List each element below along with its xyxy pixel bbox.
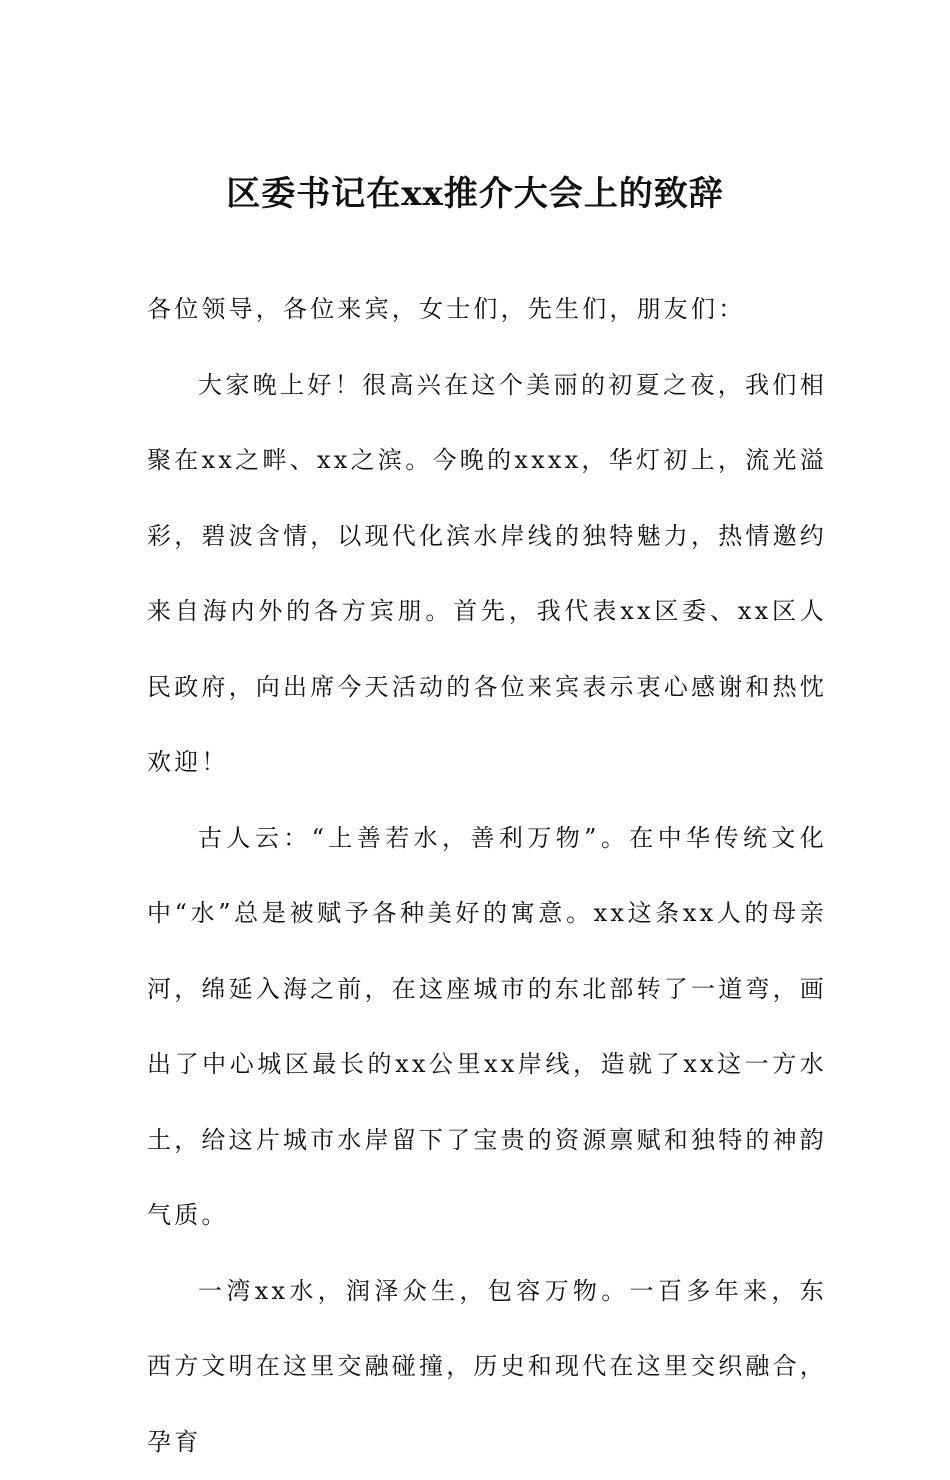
document-body xyxy=(147,272,827,1480)
paragraph-3: 一湾xx水，润泽众生，包容万物。一百多年来，东西方文明在这里交融碰撞，历史和现代在这里交织融合，孕育 xyxy=(147,1254,827,1480)
salutation: 各位领导，各位来宾，女士们，先生们，朋友们： xyxy=(147,272,827,348)
paragraph-1: 大家晚上好！很高兴在这个美丽的初夏之夜，我们相聚在xx之畔、xx之滨。今晚的xxxx，华灯初上，流光溢彩，碧波含情，以现代化滨水岸线的独特魅力，热情邀约来自海内外的各方宾朋。首先，我代表xx区委、xx区人民政府，向出席今天活动的各位来宾表示衷心感谢和热忱欢迎！ xyxy=(147,348,827,801)
paragraph-2: 古人云：“上善若水，善利万物”。在中华传统文化中“水”总是被赋予各种美好的寓意。xx这条xx人的母亲河，绵延入海之前，在这座城市的东北部转了一道弯，画出了中心城区最长的xx公里xx岸线，造就了xx这一方水土，给这片城市水岸留下了宝贵的资源禀赋和独特的神韵气质。 xyxy=(147,801,827,1254)
document-title: 区委书记在xx推介大会上的致辞 xyxy=(0,166,950,222)
